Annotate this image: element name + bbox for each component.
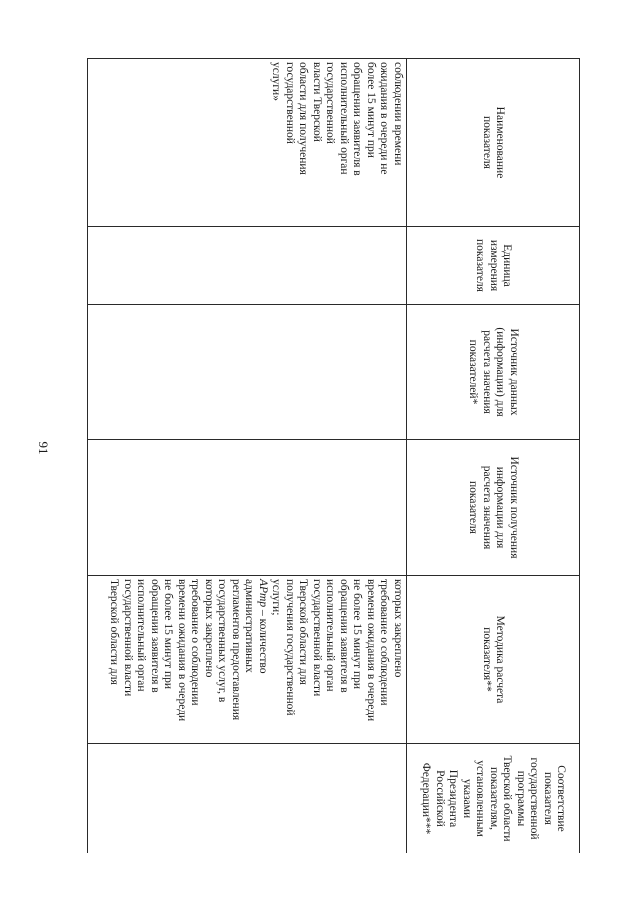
- header-info-source: [407, 440, 580, 576]
- cell-text-line: исполнительный орган: [135, 579, 148, 692]
- cell-text-line: времени ожидания в очереди: [176, 579, 188, 722]
- header-text-line: Президента: [447, 769, 460, 828]
- cell-info-source: [88, 440, 407, 576]
- indicator-table-wrapper: [87, 58, 580, 853]
- cell-text-line: исполнительный орган: [324, 579, 337, 692]
- formula-description: – количество: [257, 607, 269, 674]
- cell-text-line: государственной: [284, 62, 296, 144]
- header-text-line: Тверской области: [501, 755, 514, 842]
- cell-text-line: требование о соблюдении: [189, 579, 202, 706]
- cell-text-line: Тверской области для: [297, 579, 310, 685]
- cell-text-line: не более 15 минут при: [351, 579, 364, 690]
- cell-text-line: административных: [243, 579, 256, 673]
- cell-text-line: требование о соблюдении: [378, 579, 391, 706]
- header-text-line: показателя**: [481, 627, 493, 692]
- cell-calculation-method: [88, 576, 407, 744]
- header-text-line: показателей*: [467, 339, 480, 405]
- header-text-line: Единица: [501, 244, 514, 287]
- table-row: [88, 59, 407, 854]
- cell-text-line: ожидания в очереди не: [378, 62, 391, 175]
- cell-text-line: получения государственной: [284, 579, 296, 716]
- cell-indicator-name: [88, 59, 407, 227]
- cell-text-line: государственной власти: [311, 579, 323, 697]
- cell-text-line: исполнительный орган: [338, 62, 350, 175]
- header-text-line: государственной: [528, 757, 541, 840]
- cell-text-line: услуги»: [270, 62, 283, 101]
- header-text-line: показателям,: [487, 766, 500, 831]
- header-calculation-method: [407, 576, 580, 744]
- cell-data-source: [88, 305, 407, 440]
- header-text-line: Российской: [433, 770, 446, 827]
- header-text-line: показателя: [481, 116, 493, 169]
- cell-text-line: обращении заявителя в: [338, 579, 350, 693]
- cell-text-line: Тверской области для: [108, 579, 121, 685]
- rotated-page-content: [87, 58, 580, 853]
- header-text-line: показателя: [467, 481, 480, 534]
- cell-text-line: времени ожидания в очереди: [365, 579, 377, 722]
- header-text-line: Федерации***: [420, 762, 433, 835]
- header-data-source: [407, 305, 580, 440]
- page-number: 91: [36, 441, 51, 455]
- header-text-line: Источник данных: [508, 328, 520, 416]
- cell-text-line: не более 15 минут при: [162, 579, 175, 690]
- cell-text-line: обращении заявителя в: [149, 579, 161, 693]
- indicator-table: [87, 58, 580, 853]
- header-indicator-name: [407, 59, 580, 227]
- header-text-line: расчета значения: [481, 465, 493, 550]
- cell-text-line: области для получения: [297, 62, 310, 175]
- cell-conformity: [88, 744, 407, 854]
- header-text-line: Наименование: [494, 106, 507, 179]
- cell-text-line: регламентов предоставления: [230, 579, 242, 721]
- header-text-line: указами: [460, 778, 473, 819]
- cell-text-line: услуги;: [270, 579, 283, 616]
- cell-text-line: государственных услуг, в: [216, 579, 229, 703]
- formula-variable: APтр: [257, 579, 269, 608]
- formula-line: [256, 579, 270, 740]
- header-text-line: показателя: [474, 239, 487, 292]
- table-header-row: [407, 59, 580, 854]
- header-unit: [407, 227, 580, 305]
- header-text-line: показателя: [541, 772, 554, 825]
- cell-unit: [88, 227, 407, 305]
- header-text-line: расчета значения: [481, 330, 493, 414]
- cell-text-line: государственной власти: [122, 579, 134, 697]
- cell-text-line: государственной: [324, 62, 337, 144]
- header-text-line: Методика расчета: [494, 615, 507, 704]
- cell-text-line: более 15 минут при: [365, 62, 377, 158]
- cell-text-line: которых закреплено: [203, 579, 215, 678]
- cell-text-line: которых закреплено: [392, 579, 404, 678]
- cell-text-line: власти Тверской: [311, 62, 323, 142]
- cell-text-line: обращении заявителя в: [351, 62, 364, 176]
- header-text-line: установленным: [474, 760, 487, 837]
- header-text-line: (информации) для: [494, 327, 507, 417]
- header-text-line: информации для: [494, 466, 507, 549]
- header-text-line: Соответствие: [555, 765, 568, 832]
- cell-text-line: соблюдении времени: [392, 62, 404, 166]
- header-text-line: программы: [514, 770, 527, 827]
- header-text-line: измерения: [487, 239, 500, 292]
- header-text-line: Источник получения: [508, 456, 520, 559]
- header-conformity: [407, 744, 580, 854]
